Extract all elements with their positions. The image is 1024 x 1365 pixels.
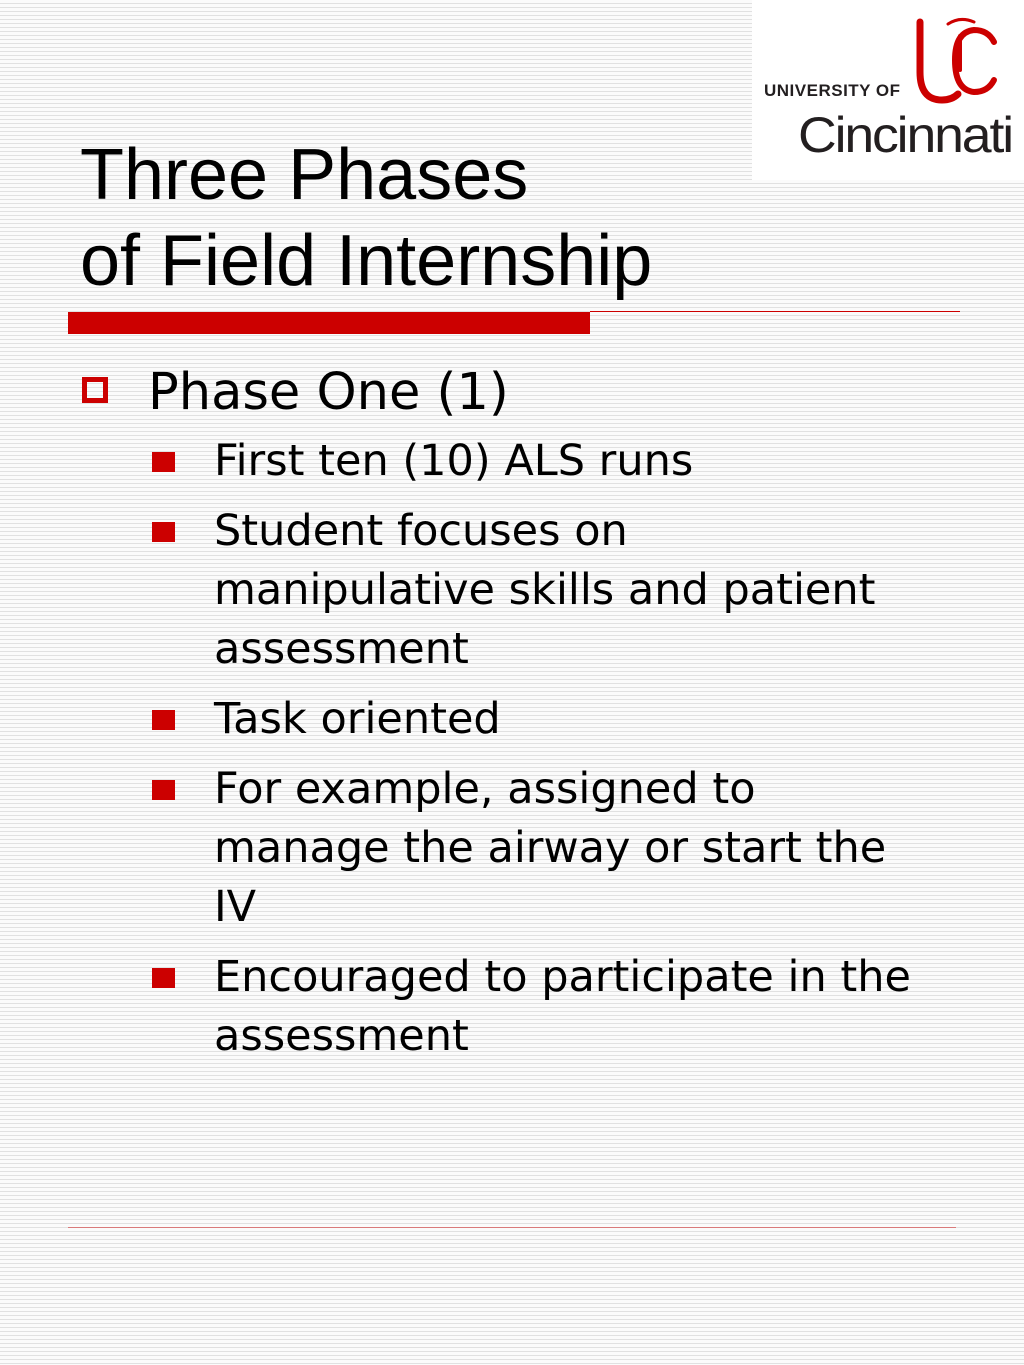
phase-heading: Phase One (1) xyxy=(148,363,509,422)
list-item xyxy=(214,432,914,491)
logo-line1: UNIVERSITY OF xyxy=(764,81,901,100)
slide-title xyxy=(80,132,652,304)
list-item xyxy=(214,690,914,749)
list-item-text: Encouraged to participate in the assessment xyxy=(214,952,911,1061)
square-bullet-icon xyxy=(152,780,175,800)
title-divider-line xyxy=(590,311,960,312)
uc-monogram-icon xyxy=(920,19,994,100)
university-logo xyxy=(752,0,1024,180)
phase-one-sublist xyxy=(80,432,960,1066)
list-item-text: Task oriented xyxy=(214,694,501,744)
list-item-text: For example, assigned to manage the airway or start the IV xyxy=(214,764,887,932)
title-line-1: Three Phases xyxy=(80,135,529,215)
bullet-phase-one xyxy=(80,358,960,428)
footer-divider-line xyxy=(68,1227,956,1228)
hollow-square-bullet-icon xyxy=(82,377,108,403)
square-bullet-icon xyxy=(152,452,175,472)
title-line-2: of Field Internship xyxy=(80,221,653,301)
square-bullet-icon xyxy=(152,522,175,542)
list-item xyxy=(214,760,914,937)
logo-line2: Cincinnati xyxy=(798,107,1012,163)
square-bullet-icon xyxy=(152,968,175,988)
list-item xyxy=(214,948,914,1066)
slide-body xyxy=(80,358,960,1077)
uc-logo-graphic xyxy=(752,0,1024,180)
list-item-text: First ten (10) ALS runs xyxy=(214,436,694,486)
title-divider-bar xyxy=(68,312,590,334)
square-bullet-icon xyxy=(152,710,175,730)
list-item-text: Student focuses on manipulative skills and patient assessment xyxy=(214,506,876,674)
list-item xyxy=(214,502,914,679)
